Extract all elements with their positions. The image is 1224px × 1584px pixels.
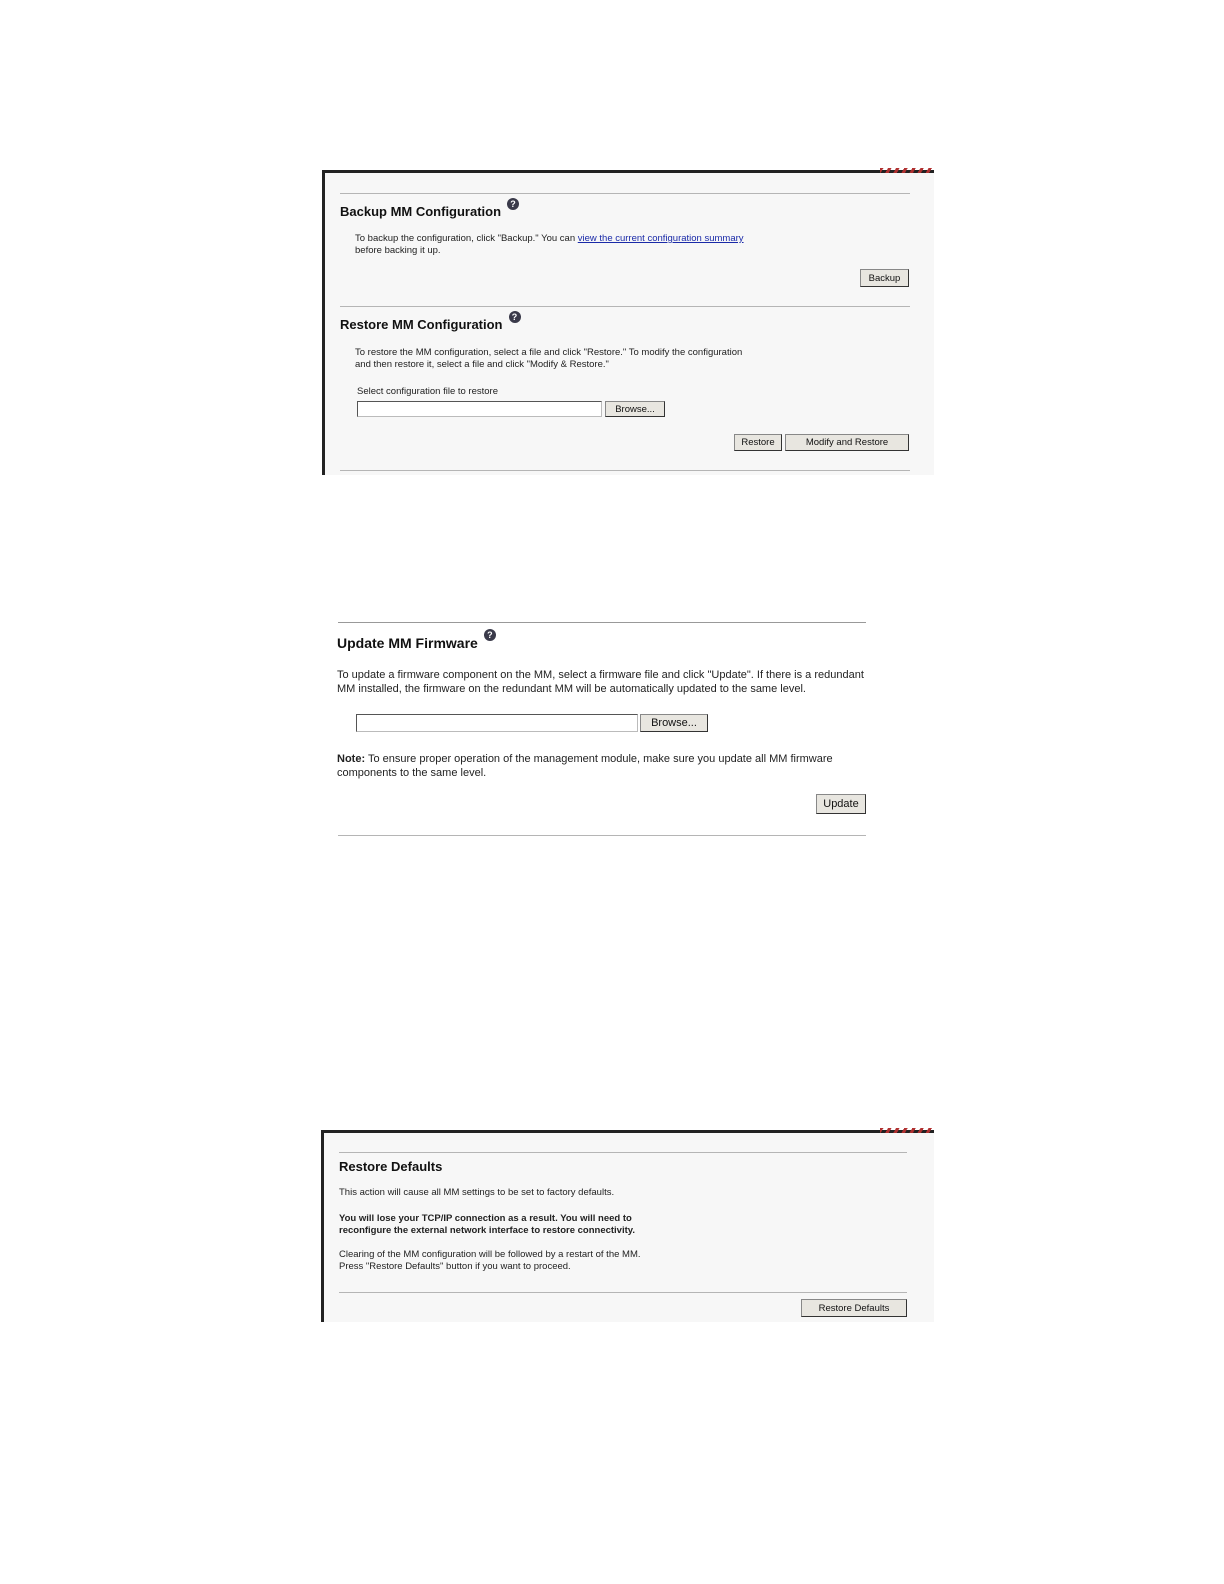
backup-title-text: Backup MM Configuration	[340, 204, 502, 219]
panel-top-border	[322, 170, 934, 173]
divider	[339, 1152, 907, 1153]
firmware-text-line2: MM installed, the firmware on the redundant MM will be automatically updated to the same level.	[337, 683, 806, 695]
firmware-title	[337, 630, 496, 651]
corner-stripes	[880, 168, 934, 173]
note-text-line2: components to the same level.	[337, 767, 487, 779]
defaults-instructions	[339, 1249, 641, 1273]
note-label: Note:	[337, 753, 366, 765]
panel-top-border	[321, 1130, 934, 1133]
instructions-line2: Press "Restore Defaults" button if you want to proceed.	[339, 1261, 571, 1272]
divider	[338, 622, 866, 623]
backup-text-line2: before backing it up.	[355, 245, 441, 256]
defaults-title: Restore Defaults	[339, 1159, 443, 1174]
file-label: Select configuration file to restore	[357, 386, 498, 397]
firmware-title-text: Update MM Firmware	[337, 635, 478, 651]
backup-button[interactable]: Backup	[860, 269, 909, 287]
restore-title-text: Restore MM Configuration	[340, 317, 503, 332]
restore-button[interactable]: Restore	[734, 434, 782, 451]
divider	[339, 1292, 907, 1293]
instructions-line1: Clearing of the MM configuration will be followed by a restart of the MM.	[339, 1249, 641, 1260]
firmware-note	[337, 752, 833, 780]
note-text-line1: To ensure proper operation of the management module, make sure you update all MM firmware	[365, 753, 833, 765]
divider	[340, 193, 910, 194]
backup-description	[355, 233, 744, 257]
restore-title	[340, 312, 521, 332]
divider	[340, 306, 910, 307]
firmware-description	[337, 668, 864, 696]
config-file-input[interactable]	[357, 401, 602, 417]
config-summary-link[interactable]: view the current configuration summary	[577, 233, 744, 244]
help-icon[interactable]: ?	[507, 198, 519, 210]
restore-defaults-button[interactable]: Restore Defaults	[801, 1299, 907, 1317]
restore-text-line2: and then restore it, select a file and click "Modify & Restore."	[355, 359, 609, 370]
backup-title	[340, 199, 519, 219]
firmware-panel	[336, 620, 868, 838]
divider	[338, 835, 866, 836]
divider	[340, 470, 910, 471]
firmware-text-line1: To update a firmware component on the MM, select a firmware file and click "Update". If there is a redundant	[337, 669, 864, 681]
panel-left-border	[321, 1130, 324, 1322]
warning-line2: reconfigure the external network interface to restore connectivity.	[339, 1225, 635, 1236]
defaults-warning	[339, 1213, 635, 1237]
config-panel	[322, 170, 934, 475]
update-button[interactable]: Update	[816, 794, 866, 814]
browse-button[interactable]: Browse...	[605, 401, 665, 417]
defaults-description: This action will cause all MM settings to be set to factory defaults.	[339, 1187, 615, 1198]
restore-text-line1: To restore the MM configuration, select a file and click "Restore." To modify the configuration	[355, 347, 743, 358]
modify-restore-button[interactable]: Modify and Restore	[785, 434, 909, 451]
firmware-file-input[interactable]	[356, 714, 638, 732]
restore-description	[355, 347, 742, 371]
defaults-panel	[321, 1130, 934, 1322]
backup-text: To backup the configuration, click "Backup." You can	[355, 233, 578, 244]
panel-left-border	[322, 170, 325, 475]
help-icon[interactable]: ?	[484, 629, 496, 641]
help-icon[interactable]: ?	[509, 311, 521, 323]
warning-line1: You will lose your TCP/IP connection as a result. You will need to	[339, 1213, 632, 1224]
browse-button[interactable]: Browse...	[640, 714, 708, 732]
corner-stripes	[880, 1128, 934, 1133]
